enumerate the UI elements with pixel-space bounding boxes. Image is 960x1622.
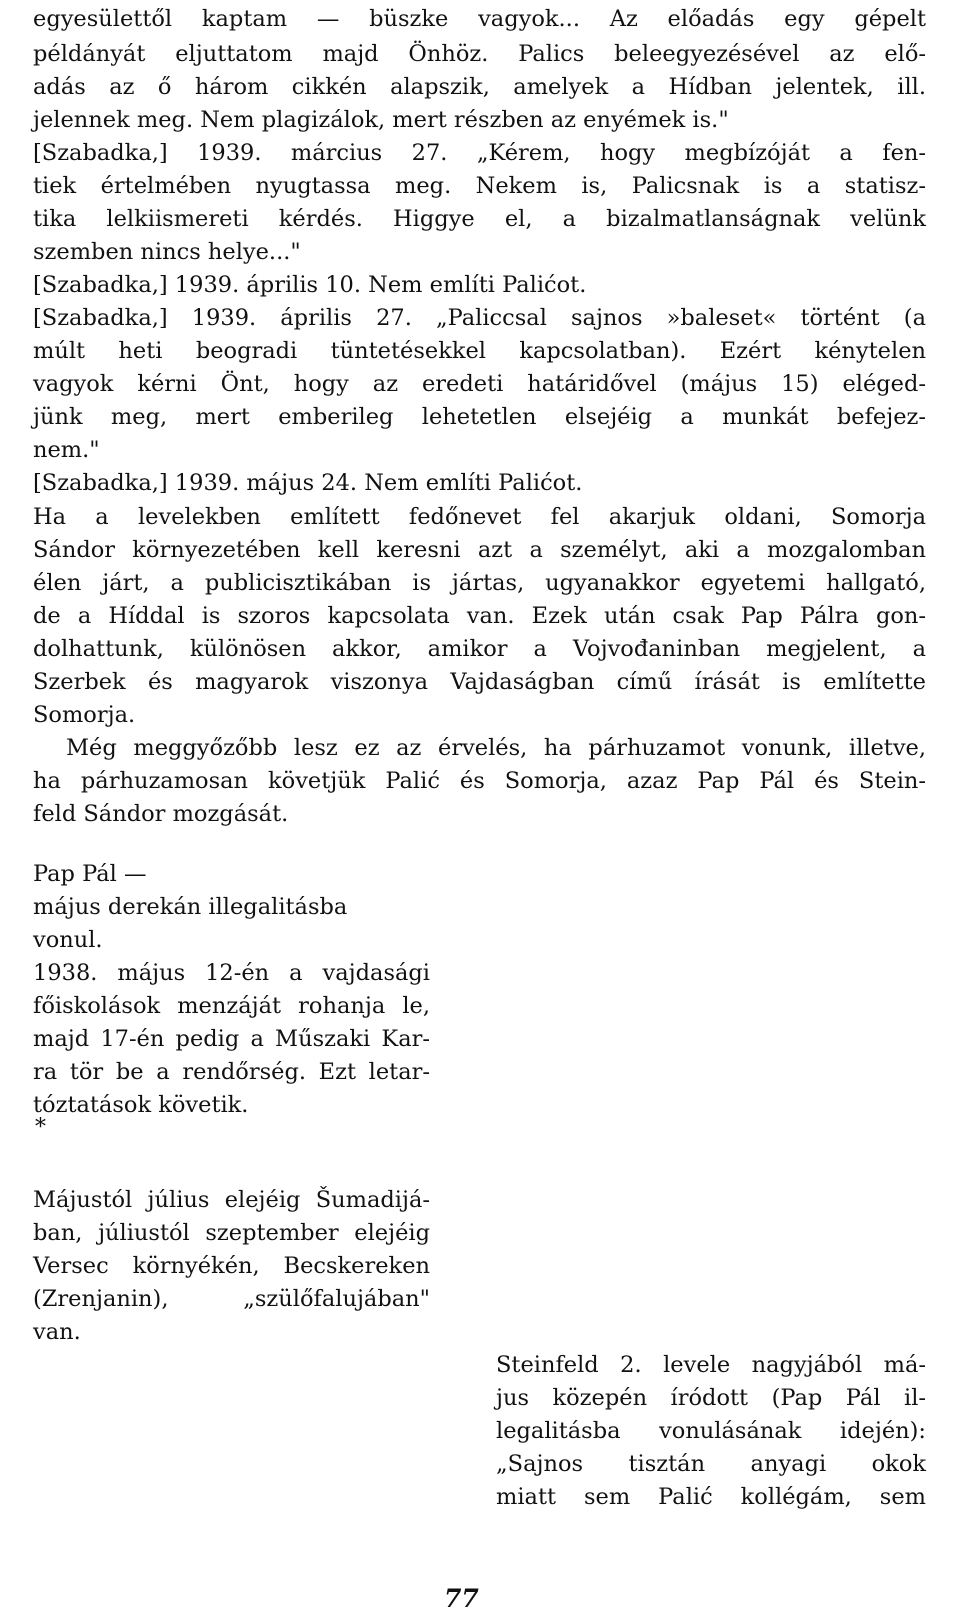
left-column-line: van. [33, 1319, 81, 1345]
text-line: jünk meg, mert emberileg lehetetlen elsejéig a munkát befejez- [33, 404, 926, 430]
paragraph-line: de a Híddal is szoros kapcsolata van. Ezek után csak Pap Pálra gon- [33, 603, 926, 629]
paragraph-line: élen járt, a publicisztikában is jártas, ugyanakkor egyetemi hallgató, [33, 570, 926, 596]
text-line: példányát eljuttatom majd Önhöz. Palics beleegyezésével az elő- [33, 41, 926, 67]
asterisk-separator: * [35, 1115, 46, 1140]
right-column-line: jus közepén íródott (Pap Pál il- [496, 1385, 926, 1411]
right-column-line: miatt sem Palić kollégám, sem [496, 1484, 926, 1510]
left-column-line: tóztatások követik. [33, 1092, 249, 1118]
paragraph-line: Még meggyőzőbb lesz ez az érvelés, ha párhuzamot vonunk, illetve, [66, 735, 926, 761]
left-column-line: Pap Pál — [33, 861, 147, 887]
left-column-line: főiskolások menzáját rohanja le, [33, 993, 430, 1019]
text-line: tiek értelmében nyugtassa meg. Nekem is, Palicsnak is a statisz- [33, 173, 926, 199]
left-column-line: vonul. [33, 927, 103, 953]
left-column-line: Májustól július elejéig Šumadijá- [33, 1187, 430, 1213]
page-number: 77 [444, 1584, 479, 1613]
left-column-line: majd 17-én pedig a Műszaki Kar- [33, 1026, 430, 1052]
text-line: jelennek meg. Nem plagizálok, mert részben az enyémek is." [33, 107, 729, 133]
paragraph-line: dolhattunk, különösen akkor, amikor a Vojvođaninban megjelent, a [33, 636, 926, 662]
paragraph-line: Sándor környezetében kell keresni azt a személyt, aki a mozgalomban [33, 537, 926, 563]
right-column-line: „Sajnos tisztán anyagi okok [496, 1451, 926, 1477]
paragraph-line: Somorja. [33, 702, 136, 728]
text-line: vagyok kérni Önt, hogy az eredeti határidővel (május 15) eléged- [33, 371, 926, 397]
paragraph-line: ha párhuzamosan követjük Palić és Somorja, azaz Pap Pál és Stein- [33, 768, 926, 794]
text-line: egyesülettől kaptam — büszke vagyok... Az előadás egy gépelt [33, 6, 926, 32]
text-line: [Szabadka,] 1939. április 27. „Paliccsal sajnos »baleset« történt (a [33, 305, 926, 331]
left-column-line: ban, júliustól szeptember elejéig [33, 1220, 430, 1246]
paragraph-line: feld Sándor mozgását. [33, 801, 289, 827]
text-line: adás az ő három cikkén alapszik, amelyek a Hídban jelentek, ill. [33, 74, 926, 100]
text-line: nem." [33, 437, 100, 463]
text-line: [Szabadka,] 1939. március 27. „Kérem, hogy megbízóját a fen- [33, 140, 926, 166]
paragraph-line: Ha a levelekben említett fedőnevet fel akarjuk oldani, Somorja [33, 504, 926, 530]
text-line: múlt heti beogradi tüntetésekkel kapcsolatban). Ezért kénytelen [33, 338, 926, 364]
text-line: [Szabadka,] 1939. április 10. Nem említi Palićot. [33, 272, 587, 298]
right-column-line: legalitásba vonulásának idején): [496, 1418, 926, 1444]
left-column-line: Versec környékén, Becskereken [33, 1253, 430, 1279]
paragraph-line: Szerbek és magyarok viszonya Vajdaságban című írását is említette [33, 669, 926, 695]
left-column-line: (Zrenjanin), „szülőfalujában" [33, 1286, 430, 1312]
text-line: [Szabadka,] 1939. május 24. Nem említi Palićot. [33, 470, 583, 496]
left-column-line: 1938. május 12-én a vajdasági [33, 960, 430, 986]
left-column-line: május derekán illegalitásba [33, 894, 348, 920]
text-line: tika lelkiismereti kérdés. Higgye el, a bizalmatlanságnak velünk [33, 206, 926, 232]
left-column-line: ra tör be a rendőrség. Ezt letar- [33, 1059, 430, 1085]
right-column-line: Steinfeld 2. levele nagyjából má- [496, 1352, 926, 1378]
text-line: szemben nincs helye..." [33, 239, 301, 265]
